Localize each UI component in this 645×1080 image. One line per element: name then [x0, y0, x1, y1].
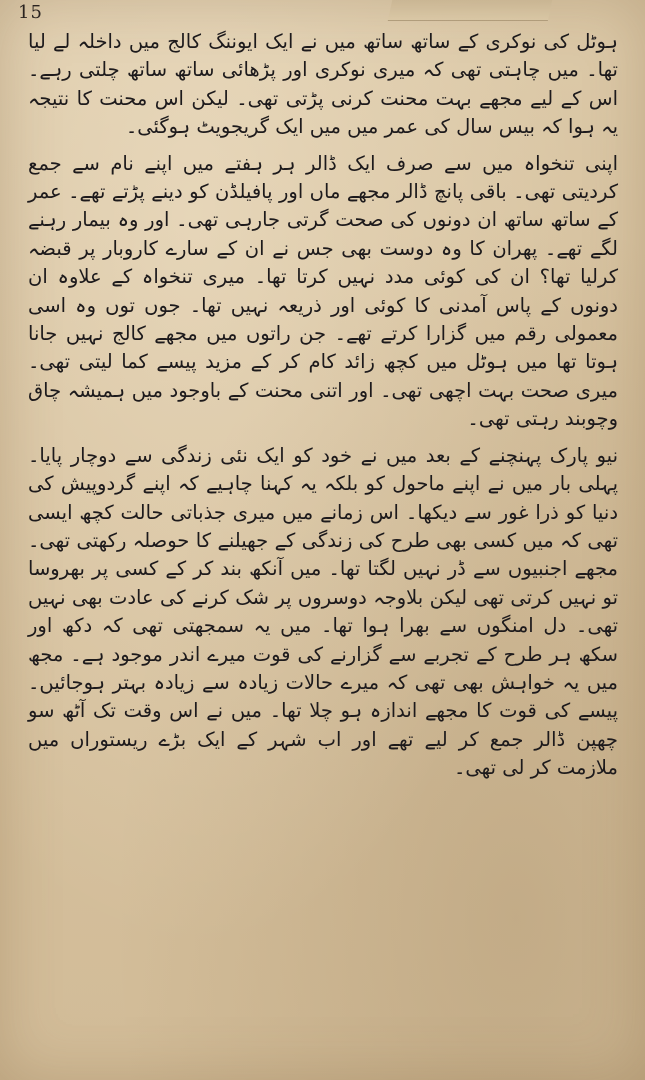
page-number: 15 — [18, 2, 43, 23]
page-body — [28, 28, 618, 789]
paragraph-2: اپنی تنخواہ میں سے صرف ایک ڈالر ہر ہفتے میں اپنے نام سے جمع کردیتی تھی۔ باقی پانچ ڈالر مجھے ماں اور پافیلڈن کو دینے پڑتے تھے۔ عمر کے ساتھ ساتھ ان دونوں کی صحت گرتی جارہی تھی۔ اور وہ بیمار رہنے لگے تھے۔ پھران کا وہ دوست بھی جس نے ان کے سارے کاروبار پر قبضہ کرلیا تھا؟ ان کی کوئی مدد نہیں کرتا تھا۔ میری تنخواہ کے علاوہ ان دونوں کے پاس آمدنی کا کوئی اور ذریعہ نہیں تھا۔ جوں توں وہ اسی معمولی رقم میں گزارا کرتے تھے۔ جن راتوں میں مجھے کالج نہیں جانا ہوتا تھا میں ہوٹل میں کچھ زائد کام کر کے مزید پیسے کما لیتی تھی۔ میری صحت بہت اچھی تھی۔ اور اتنی محنت کے باوجود میں ہمیشہ چاق وچوبند رہتی تھی۔ — [28, 151, 618, 431]
paragraph-3: نیو پارک پہنچنے کے بعد میں نے خود کو ایک نئی زندگی سے دوچار پایا۔ پہلی بار میں نے اپنے ماحول کو بلکہ یہ کہنا چاہیے کہ اپنے گردوپیش کی دنیا کو ذرا غور سے دیکھا۔ اس زمانے میں میری جذباتی حالت کچھ ایسی تھی کہ میں کسی بھی طرح کی زندگی کے جھیلنے کا حوصلہ رکھتی تھی۔ مجھے اجنبیوں سے ڈر نہیں لگتا تھا۔ میں آنکھ بند کر کے کسی پر بھروسا تو نہیں کرتی تھی لیکن بلاوجہ دوسروں پر شک کرنے کی عادت بھی نہیں تھی۔ دل امنگوں سے بھرا ہوا تھا۔ میں یہ سمجھتی تھی کہ دکھ اور سکھ ہر طرح کے تجربے سے گزارنے کی قوت میرے اندر موجود ہے۔ مجھ میں یہ خواہش بھی تھی کہ میرے حالات زیادہ سے زیادہ بہتر ہوجائیں۔ پیسے کی قوت کا مجھے اندازہ ہو چلا تھا۔ میں نے اس وقت تک آٹھ سو چھپن ڈالر جمع کر لیے تھے اور اب شہر کے ایک بڑے ریستوراں میں ملازمت کر لی تھی۔ — [28, 443, 618, 780]
paragraph-1: ہوٹل کی نوکری کے ساتھ ساتھ میں نے ایک ایوننگ کالج میں داخلہ لے لیا تھا۔ میں چاہتی تھی کہ میری نوکری اور پڑھائی ساتھ ساتھ چلتی رہے۔ اس کے لیے مجھے بہت محنت کرنی پڑتی تھی۔ لیکن اس محنت کا نتیجہ یہ ہوا کہ بیس سال کی عمر میں میں ایک گریجویٹ ہوگئی۔ — [28, 30, 618, 139]
torn-paper-edge — [388, 0, 552, 21]
